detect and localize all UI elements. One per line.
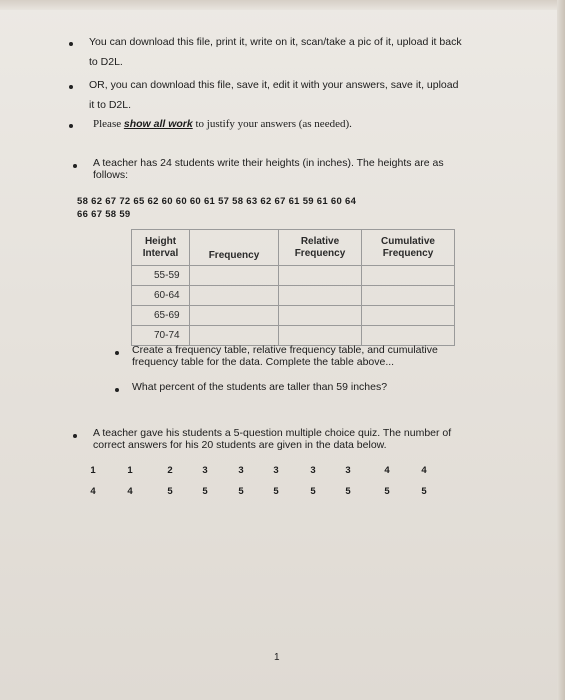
data-value: 4: [90, 486, 96, 497]
header-cumulative-frequency: [362, 230, 455, 266]
bullet: [115, 388, 119, 392]
header-text: Height: [144, 235, 177, 247]
interval-cell: 60-64: [132, 286, 190, 306]
table-row: [132, 326, 455, 346]
data-value: 4: [384, 465, 390, 476]
data-value: 3: [345, 465, 351, 476]
instruction-2-line-2: it to D2L.: [89, 99, 132, 111]
header-text: Interval: [142, 247, 179, 259]
header-text: Frequency: [208, 250, 260, 261]
cumulative-frequency-cell[interactable]: [362, 266, 455, 286]
frequency-cell[interactable]: [190, 266, 279, 286]
problem-1-intro-line-2: follows:: [93, 169, 129, 181]
data-value: 3: [238, 465, 244, 476]
instruction-3-suffix: to justify your answers (as needed).: [192, 118, 352, 130]
relative-frequency-cell[interactable]: [279, 306, 362, 326]
relative-frequency-cell[interactable]: [279, 266, 362, 286]
cumulative-frequency-cell[interactable]: [362, 286, 455, 306]
data-value: 5: [167, 486, 173, 497]
table-row: [132, 266, 455, 286]
table-row: [132, 286, 455, 306]
instruction-3: [93, 118, 352, 131]
heights-data-line-2: 66 67 58 59: [77, 209, 131, 220]
data-value: 3: [202, 465, 208, 476]
data-value: 5: [384, 486, 390, 497]
bullet: [69, 42, 73, 46]
header-frequency: [190, 230, 279, 266]
data-value: 4: [421, 465, 427, 476]
data-value: 1: [90, 465, 96, 476]
instruction-1-line-2: to D2L.: [89, 56, 123, 68]
data-value: 5: [421, 486, 427, 497]
data-value: 1: [127, 465, 133, 476]
header-relative-frequency: [279, 230, 362, 266]
data-value: 5: [345, 486, 351, 497]
bullet: [69, 124, 73, 128]
data-value: 4: [127, 486, 133, 497]
bullet: [115, 351, 119, 355]
interval-cell: 55-59: [132, 266, 190, 286]
data-value: 5: [202, 486, 208, 497]
problem-2-intro-line-2: correct answers for his 20 students are given in the data below.: [93, 439, 387, 451]
data-value: 5: [310, 486, 316, 497]
problem-1-intro-line-1: A teacher has 24 students write their heights (in inches). The heights are as: [93, 157, 444, 169]
instruction-1-line-1: You can download this file, print it, write on it, scan/take a pic of it, upload it back: [89, 36, 462, 48]
interval-cell: 70-74: [132, 326, 190, 346]
instruction-3-prefix: Please: [93, 118, 124, 130]
bullet: [73, 164, 77, 168]
header-height-interval: [132, 230, 190, 266]
header-text: Cumulative: [381, 235, 435, 247]
header-text: Frequency: [294, 247, 346, 259]
relative-frequency-cell[interactable]: [279, 286, 362, 306]
problem-2-intro-line-1: A teacher gave his students a 5-question multiple choice quiz. The number of: [93, 427, 452, 439]
frequency-cell[interactable]: [190, 286, 279, 306]
data-value: 2: [167, 465, 173, 476]
page-top-edge: [0, 0, 565, 10]
bullet: [73, 434, 77, 438]
header-text: Relative: [300, 235, 340, 247]
task-1-line-2: frequency table for the data. Complete the table above...: [132, 356, 395, 368]
instruction-3-emphasis: show all work: [123, 118, 193, 130]
header-text: Frequency: [382, 247, 434, 259]
data-value: 3: [310, 465, 316, 476]
frequency-cell[interactable]: [190, 306, 279, 326]
data-value: 5: [238, 486, 244, 497]
table-row: [132, 306, 455, 326]
table-header-row: [132, 230, 455, 266]
frequency-cell[interactable]: [190, 326, 279, 346]
data-value: 5: [273, 486, 279, 497]
heights-data-line-1: 58 62 67 72 65 62 60 60 60 61 57 58 63 62 67 61 59 61 60 64: [77, 196, 357, 207]
data-value: 3: [273, 465, 279, 476]
interval-cell: 65-69: [132, 306, 190, 326]
cumulative-frequency-cell[interactable]: [362, 326, 455, 346]
relative-frequency-cell[interactable]: [279, 326, 362, 346]
bullet: [69, 85, 73, 89]
instruction-2-line-1: OR, you can download this file, save it, edit it with your answers, save it, upload: [89, 79, 459, 91]
cumulative-frequency-cell[interactable]: [362, 306, 455, 326]
page-number: 1: [274, 652, 280, 663]
page-right-edge: [557, 0, 565, 700]
frequency-table: [131, 229, 455, 346]
task-2: What percent of the students are taller than 59 inches?: [132, 381, 388, 393]
task-1-line-1: Create a frequency table, relative frequency table, and cumulative: [132, 344, 438, 356]
